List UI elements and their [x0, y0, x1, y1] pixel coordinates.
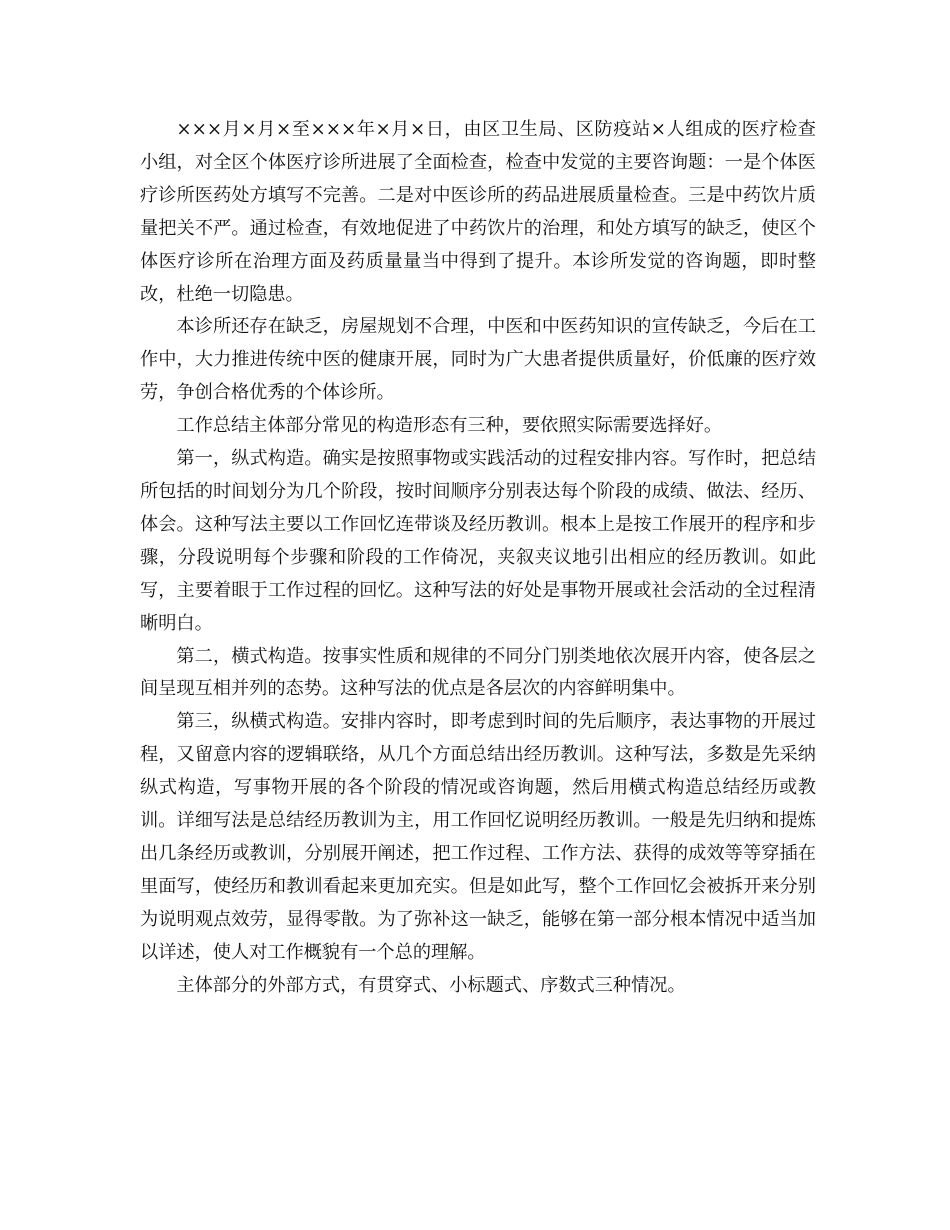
paragraph-inspection-report: ×××月×月×至×××年×月×日，由区卫生局、区防疫站×人组成的医疗检查小组，对全区个体医疗诊所进展了全面检查，检查中发觉的主要咨询题：一是个体医疗诊所医药处方填写不完善。二是对中医诊所的药品进展质量检查。三是中药饮片质量把关不严。通过检查，有效地促进了中药饮片的治理，和处方填写的缺乏，使区个体医疗诊所在治理方面及药质量量当中得到了提升。本诊所发觉的咨询题，即时整改，杜绝一切隐患。: [140, 119, 816, 305]
paragraph-shortcomings: 本诊所还存在缺乏，房屋规划不合理，中医和中医药知识的宣传缺乏，今后在工作中，大力推进传统中医的健康开展，同时为广大患者提供质量好，价低廉的医疗效劳，争创合格优秀的个体诊所。: [140, 316, 816, 404]
paragraph-vertical-structure: 第一，纵式构造。确实是按照事物或实践活动的过程安排内容。写作时，把总结所包括的时间划分为几个阶段，按时间顺序分别表达每个阶段的成绩、做法、经历、体会。这种写法主要以工作回忆连带谈及经历教训。根本上是按工作展开的程序和步骤，分段说明每个步骤和阶段的工作倚况，夹叙夹议地引出相应的经历教训。如此写，主要着眼于工作过程的回忆。这种写法的好处是事物开展或社会活动的全过程清晰明白。: [140, 448, 816, 634]
paragraph-structure-intro: 工作总结主体部分常见的构造形态有三种，要依照实际需要选择好。: [176, 415, 723, 437]
paragraph-external-forms: 主体部分的外部方式，有贯穿式、小标题式、序数式三种情况。: [176, 974, 686, 996]
document-body: [140, 114, 816, 1002]
paragraph-horizontal-structure: 第二，横式构造。按事实性质和规律的不同分门别类地依次展开内容，使各层之间呈现互相并列的态势。这种写法的优点是各层次的内容鲜明集中。: [140, 645, 816, 700]
paragraph-combined-structure: 第三，纵横式构造。安排内容时，即考虑到时间的先后顺序，表达事物的开展过程，又留意内容的逻辑联络，从几个方面总结出经历教训。这种写法，多数是先采纳纵式构造，写事物开展的各个阶段的情况或咨询题，然后用横式构造总结经历或教训。详细写法是总结经历教训为主，用工作回忆说明经历教训。一般是先归纳和提炼出几条经历或教训，分别展开阐述，把工作过程、工作方法、获得的成效等等穿插在里面写，使经历和教训看起来更加充实。但是如此写，整个工作回忆会被拆开来分别为说明观点效劳，显得零散。为了弥补这一缺乏，能够在第一部分根本情况中适当加以详述，使人对工作概貌有一个总的理解。: [140, 711, 816, 963]
